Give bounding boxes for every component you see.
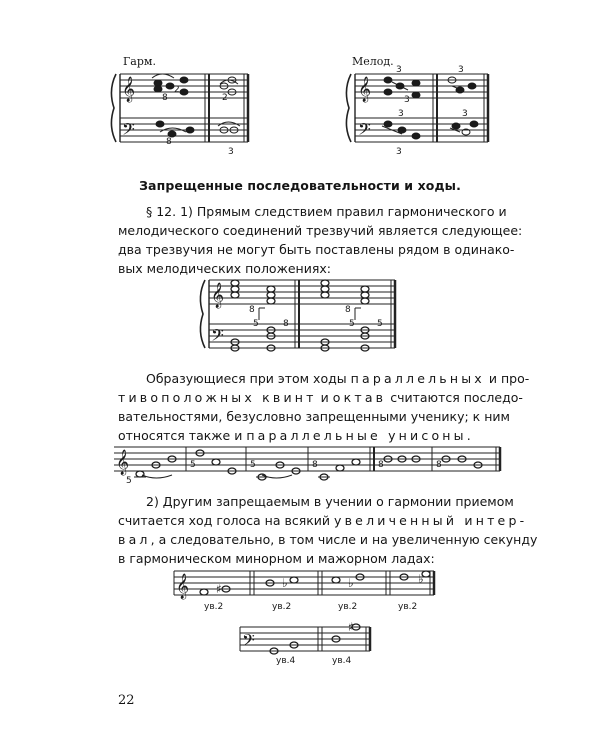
interval-label: ув.2: [204, 602, 224, 612]
flat-icon: ♭: [348, 576, 354, 590]
treble-clef-icon: 𝄞: [122, 77, 136, 102]
interval-mark: 8: [312, 460, 318, 470]
section-heading: Запрещенные последовательности и ходы.: [139, 178, 461, 193]
harm-label: Гарм.: [123, 55, 156, 68]
treble-clef-icon: 𝄞: [116, 450, 130, 475]
interval-mark: 8: [436, 460, 442, 470]
section-paragraph-1: [118, 202, 523, 278]
text-span: и: [316, 390, 333, 405]
spaced-term: вал: [118, 532, 151, 547]
interval-mark: 3: [228, 147, 234, 157]
interval-mark: 8: [283, 319, 289, 329]
text-line: § 12. 1) Прямым следствием правил гармонического и: [146, 204, 507, 219]
interval-mark: 2: [222, 93, 228, 103]
spaced-term: октав: [332, 390, 387, 405]
spaced-term: параллельных: [350, 371, 485, 386]
interval-mark: 8: [162, 93, 168, 103]
treble-clef-icon: 𝄞: [176, 574, 190, 599]
text-span: и про-: [484, 371, 530, 386]
melod-label: Мелод.: [352, 55, 394, 68]
text-line: вательностями, безусловно запрещенными ученику; к ним: [118, 409, 510, 424]
bass-clef-icon: 𝄢: [211, 325, 224, 349]
text-line: два трезвучия не могут быть поставлены рядом в одинако-: [118, 242, 515, 257]
bass-clef-icon: 𝄢: [358, 119, 371, 143]
interval-label: ув.4: [276, 656, 296, 665]
interval-mark: 3: [462, 109, 468, 119]
treble-clef-icon: 𝄞: [211, 283, 225, 308]
interval-mark: 2: [174, 85, 180, 95]
sharp-icon: ♯: [348, 620, 354, 634]
interval-mark: 8: [249, 305, 255, 315]
bass-clef-icon: 𝄢: [122, 119, 135, 143]
bass-clef-icon: 𝄢: [242, 630, 255, 654]
text-span: Образующиеся при этом ходы: [146, 371, 351, 386]
interval-mark: 5: [253, 319, 259, 329]
text-line: мелодического соединений трезвучий является следующее:: [118, 223, 523, 238]
interval-mark: 3: [396, 147, 402, 157]
text-line: вых мелодических положениях:: [118, 261, 331, 276]
spaced-term: увеличенный интер-: [334, 513, 528, 528]
staff-bass-melod: [355, 118, 488, 142]
spaced-term: параллельные унисоны: [246, 428, 467, 443]
music-example-3: [112, 437, 504, 485]
interval-mark: 3: [398, 109, 404, 119]
music-example-2: [195, 268, 405, 358]
text-span: считаются последо-: [386, 390, 523, 405]
treble-clef-icon: 𝄞: [358, 77, 372, 102]
flat-icon: ♭: [282, 576, 288, 590]
page-number: 22: [118, 693, 135, 708]
text-line: 2) Другим запрещаемым в учении о гармонии приемом: [146, 494, 514, 509]
text-span: относятся также и: [118, 428, 247, 443]
interval-mark: 8: [345, 305, 351, 315]
sharp-icon: ♯: [216, 582, 222, 596]
interval-mark: 5: [349, 319, 355, 329]
section-paragraph-3: [118, 492, 538, 568]
interval-mark: 3: [458, 65, 464, 75]
text-line: в гармоническом минорном и мажорном ладах:: [118, 551, 435, 566]
interval-mark: 5: [250, 460, 256, 470]
spaced-term: тивоположных квинт: [118, 390, 317, 405]
music-example-4: [170, 565, 450, 665]
interval-label: ув.2: [272, 602, 292, 612]
interval-mark: 5: [126, 476, 132, 485]
interval-mark: 5: [190, 460, 196, 470]
text-span: , а следовательно, в том числе и на увеличенную секунду: [150, 532, 538, 547]
interval-mark: 8: [378, 460, 384, 470]
flat-icon: ♭: [418, 572, 424, 586]
interval-mark: 3: [396, 65, 402, 75]
interval-label: ув.2: [398, 602, 418, 612]
interval-mark: 3: [404, 95, 410, 105]
section-paragraph-2: [118, 369, 530, 445]
interval-mark: 5: [377, 319, 383, 329]
music-example-1: [100, 60, 500, 160]
interval-mark: 8: [166, 137, 172, 147]
interval-label: ув.4: [332, 656, 352, 665]
interval-label: ув.2: [338, 602, 358, 612]
text-span: считается ход голоса на всякий: [118, 513, 335, 528]
text-span: .: [466, 428, 471, 443]
